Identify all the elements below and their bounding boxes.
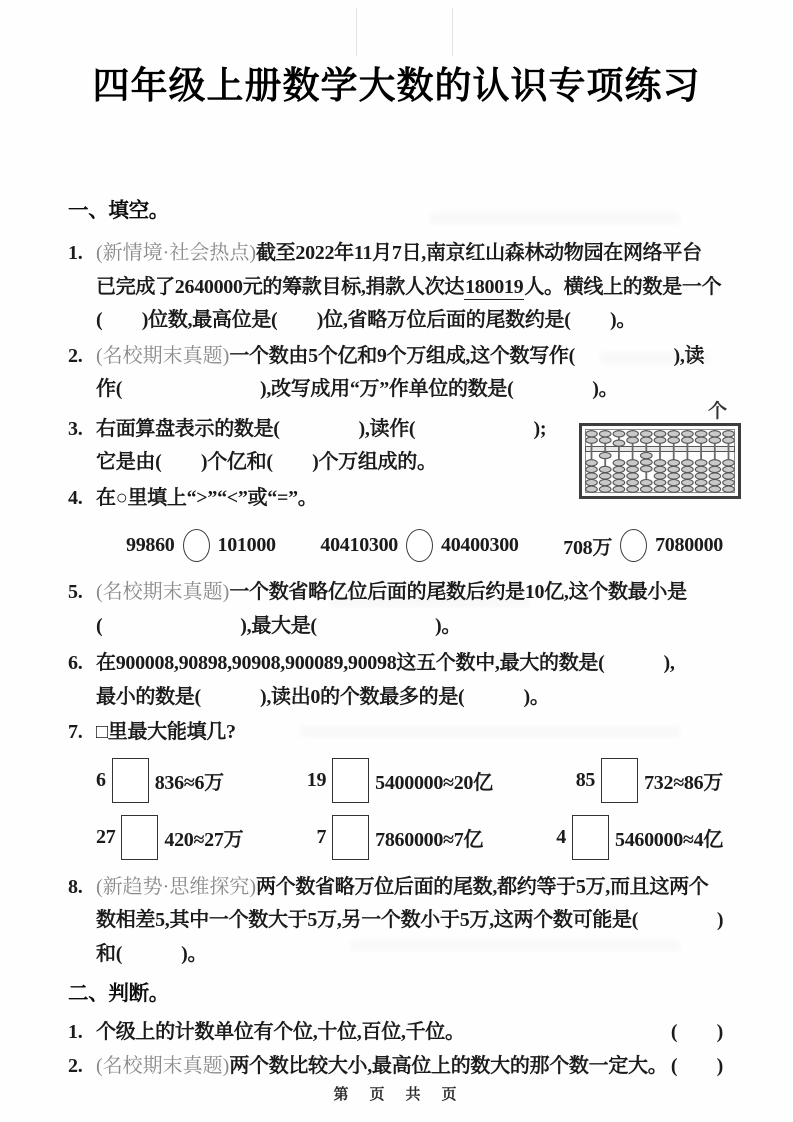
judge-answer-blank: ( )	[670, 1054, 723, 1077]
question-text: 它是由( )个亿和( )个万组成的。	[96, 451, 437, 473]
question-text: 一个数由5个亿和9个万组成,这个数写作( ),读	[229, 344, 705, 367]
judge-item-1	[68, 1016, 723, 1050]
abacus-unit-label: 个	[707, 401, 727, 422]
comparison-item	[320, 529, 518, 562]
question-line	[96, 681, 723, 715]
comparison-blank-circle	[183, 529, 210, 562]
answer-box	[332, 758, 369, 803]
question-line	[96, 904, 723, 938]
question-text: 已完成了2640000元的筹款目标,捐款人次达	[96, 275, 465, 298]
box-prefix: 85	[575, 769, 596, 791]
section-fill-in-heading: 一、填空。	[68, 199, 169, 222]
fill-box-item	[307, 758, 493, 803]
box-prefix: 27	[96, 826, 116, 848]
question-number: 3.	[68, 417, 83, 440]
question-tag: (名校期末真题)	[96, 1054, 230, 1077]
worksheet-body	[68, 194, 723, 1083]
question-text: 最小的数是( ),读出0的个数最多的是( )。	[96, 685, 550, 708]
underlined-number: 180019	[465, 275, 524, 298]
section-judge-heading: 二、判断。	[68, 982, 169, 1005]
question-line	[96, 237, 723, 271]
question-tag: (名校期末真题)	[96, 581, 230, 603]
box-prefix: 6	[96, 769, 106, 791]
question-text: 数相差5,其中一个数大于5万,另一个数小于5万,这两个数可能是( )	[96, 909, 724, 931]
box-suffix: 420≈27万	[164, 829, 244, 851]
box-prefix: 19	[306, 769, 327, 791]
question-6	[68, 647, 723, 714]
question-text: 作( ),改写成用“万”作单位的数是( )。	[96, 378, 619, 400]
scan-artifact-line	[452, 8, 453, 56]
question-number: 1.	[68, 1021, 83, 1043]
question-number: 8.	[68, 875, 83, 898]
comparison-blank-circle	[406, 529, 433, 562]
abacus-svg	[579, 423, 741, 499]
judge-answer-blank: ( )	[670, 1021, 723, 1043]
comparison-item	[563, 529, 723, 562]
page-footer: 第 页 共 页	[333, 1087, 460, 1103]
answer-box	[572, 815, 609, 860]
box-suffix: 732≈86万	[644, 772, 723, 794]
question-number: 2.	[68, 1054, 83, 1077]
question-text: 和( )。	[96, 942, 208, 965]
question-number: 5.	[68, 581, 83, 603]
question-number: 4.	[68, 486, 83, 509]
answer-box	[112, 758, 149, 803]
question-line	[96, 716, 723, 750]
question-line	[96, 938, 723, 972]
judge-item-2	[68, 1050, 723, 1084]
question-line	[96, 304, 723, 338]
comparison-right: 40400300	[441, 533, 519, 556]
question-text: 在900008,90898,90908,900089,90098这五个数中,最大的数是( ),	[96, 652, 675, 674]
box-suffix: 5400000≈20亿	[375, 772, 493, 794]
box-suffix: 5460000≈4亿	[615, 829, 723, 851]
fill-box-item	[316, 815, 483, 860]
question-text: 右面算盘表示的数是( ),读作( );	[96, 417, 547, 440]
judge-text	[96, 1050, 667, 1084]
question-text: ( ),最大是( )。	[96, 614, 462, 637]
box-prefix: 4	[556, 826, 566, 848]
fill-box-item	[556, 815, 723, 860]
comparison-right: 7080000	[655, 533, 723, 556]
fill-box-item	[96, 815, 243, 860]
question-line	[96, 647, 723, 681]
question-tag: (新情境·社会热点)	[96, 242, 256, 264]
question-7	[68, 716, 723, 862]
judge-text: 个级上的计数单位有个位,十位,百位,千位。	[96, 1021, 465, 1043]
fill-box-row	[96, 757, 723, 805]
abacus-figure	[579, 398, 741, 499]
question-2	[68, 340, 723, 407]
question-text: □里最大能填几?	[96, 721, 236, 743]
question-line	[96, 610, 723, 644]
question-text: ( )位数,最高位是( )位,省略万位后面的尾数约是( )。	[96, 309, 637, 331]
question-number: 6.	[68, 652, 83, 674]
fill-box-item	[576, 758, 723, 803]
fill-box-row	[96, 814, 723, 862]
page-title: 四年级上册数学大数的认识专项练习	[92, 65, 701, 106]
box-suffix: 836≈6万	[154, 772, 224, 794]
scan-artifact-line	[356, 8, 357, 56]
question-text: 在○里填上“>”“<”或“=”。	[96, 486, 318, 509]
question-5	[68, 576, 723, 643]
answer-box	[332, 815, 369, 860]
question-tag: (新趋势·思维探究)	[96, 875, 256, 898]
question-line	[96, 871, 723, 905]
question-tag: (名校期末真题)	[96, 344, 230, 367]
comparison-left: 708万	[563, 536, 613, 559]
box-suffix: 7860000≈7亿	[375, 829, 484, 851]
question-line	[96, 576, 723, 610]
question-number: 2.	[68, 344, 83, 367]
comparison-item	[126, 529, 276, 562]
box-prefix: 7	[316, 826, 327, 848]
question-number: 1.	[68, 242, 83, 264]
answer-box	[601, 758, 638, 803]
answer-box	[121, 815, 158, 860]
comparison-right: 101000	[217, 533, 276, 556]
comparison-left: 40410300	[320, 533, 398, 556]
question-1	[68, 237, 723, 338]
judge-text-main: 两个数比较大小,最高位上的数大的那个数一定大。	[229, 1054, 668, 1077]
bleed-through-artifact	[430, 212, 680, 224]
question-text: 两个数省略万位后面的尾数,都约等于5万,而且这两个	[255, 875, 709, 898]
comparison-left: 99860	[126, 533, 175, 556]
question-text: 人。横线上的数是一个	[524, 275, 722, 298]
question-text: 截至2022年11月7日,南京红山森林动物园在网络平台	[255, 242, 702, 264]
question-line	[96, 340, 723, 374]
comparison-row	[96, 523, 723, 567]
comparison-blank-circle	[620, 529, 647, 562]
question-number: 7.	[68, 721, 83, 743]
question-8	[68, 871, 723, 972]
question-text: 一个数省略亿位后面的尾数后约是10亿,这个数最小是	[229, 581, 687, 603]
question-line	[96, 271, 723, 305]
fill-box-item	[96, 758, 224, 803]
